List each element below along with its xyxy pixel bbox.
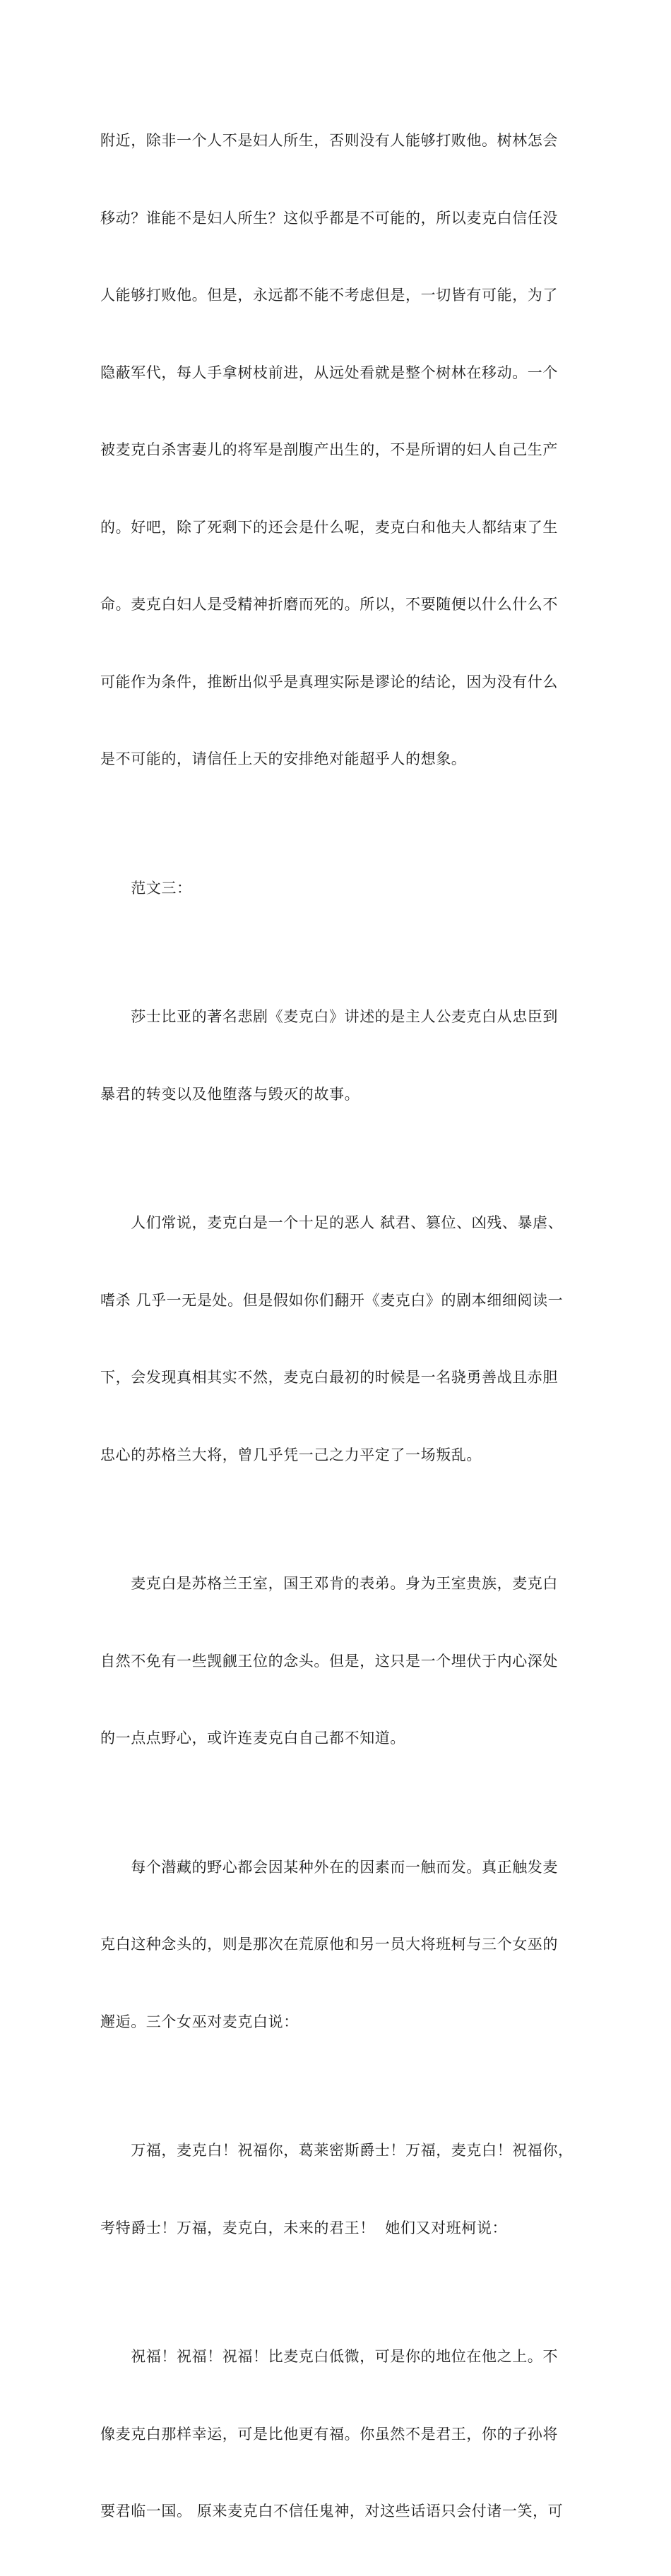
- text-line: 的一点点野心，或许连麦克白自己都不知道。: [100, 1730, 405, 1747]
- text-line: 人能够打败他。但是，永远都不能不考虑但是，一切皆有可能，为了: [100, 287, 558, 304]
- paragraph: [100, 1158, 581, 1519]
- text-line: 嗜杀 几乎一无是处。但是假如你们翻开《麦克白》的剧本细细阅读一: [100, 1291, 564, 1309]
- paragraph: [100, 76, 581, 824]
- text-line: 自然不免有一些觊觎王位的念头。但是，这只是一个埋伏于内心深处: [100, 1652, 558, 1670]
- text-line: 的。好吧，除了死剩下的还会是什么呢，麦克白和他夫人都结束了生: [100, 518, 558, 536]
- body-text: [100, 76, 581, 2576]
- text-line: 暴君的转变以及他堕落与毁灭的故事。: [100, 1085, 360, 1103]
- text-line: 每个潜藏的野心都会因某种外在的因素而一触而发。真正触发麦: [100, 1858, 558, 1876]
- paragraph: [100, 2292, 581, 2576]
- text-line: 范文三：: [100, 879, 192, 897]
- paragraph: [100, 1803, 581, 2087]
- text-line: 人们常说，麦克白是一个十足的恶人 弑君、篡位、凶残、暴虐、: [100, 1214, 564, 1231]
- text-line: 隐蔽军代，每人手拿树枝前进，从远处看就是整个树林在移动。一个: [100, 364, 558, 381]
- text-line: 下，会发现真相其实不然，麦克白最初的时候是一名骁勇善战且赤胆: [100, 1369, 558, 1386]
- paragraph: [100, 952, 581, 1158]
- text-line: 要君临一国。 原来麦克白不信任鬼神，对这些话语只会付诸一笑，可: [100, 2503, 564, 2520]
- text-line: 附近，除非一个人不是妇人所生，否则没有人能够打败他。树林怎会: [100, 132, 558, 149]
- text-line: 考特爵士！万福，麦克白，未来的君王！ 她们又对班柯说：: [100, 2219, 508, 2236]
- text-line: 祝福！祝福！祝福！比麦克白低微，可是你的地位在他之上。不: [100, 2348, 558, 2365]
- text-line: 是不可能的，请信任上天的安排绝对能超乎人的想象。: [100, 750, 467, 767]
- section-heading: [100, 824, 581, 953]
- text-line: 万福，麦克白！祝福你，葛莱密斯爵士！万福，麦克白！祝福你，: [100, 2142, 574, 2159]
- paragraph: [100, 2086, 581, 2292]
- text-line: 克白这种念头的，则是那次在荒原他和另一员大将班柯与三个女巫的: [100, 1936, 558, 1953]
- text-line: 像麦克白那样幸运，可是比他更有福。你虽然不是君王，你的子孙将: [100, 2425, 558, 2443]
- paragraph: [100, 1519, 581, 1803]
- text-line: 可能作为条件，推断出似乎是真理实际是谬论的结论，因为没有什么: [100, 673, 558, 690]
- text-line: 被麦克白杀害妻儿的将军是剖腹产出生的，不是所谓的妇人自己生产: [100, 441, 558, 458]
- text-line: 移动？谁能不是妇人所生？这似乎都是不可能的，所以麦克白信任没: [100, 209, 558, 227]
- text-line: 莎士比亚的著名悲剧《麦克白》讲述的是主人公麦克白从忠臣到: [100, 1008, 558, 1025]
- text-line: 邂逅。三个女巫对麦克白说：: [100, 2013, 299, 2030]
- text-line: 忠心的苏格兰大将，曾几乎凭一己之力平定了一场叛乱。: [100, 1446, 482, 1463]
- text-line: 麦克白是苏格兰王室，国王邓肯的表弟。身为王室贵族，麦克白: [100, 1575, 558, 1592]
- text-line: 命。麦克白妇人是受精神折磨而死的。所以，不要随便以什么什么不: [100, 596, 558, 613]
